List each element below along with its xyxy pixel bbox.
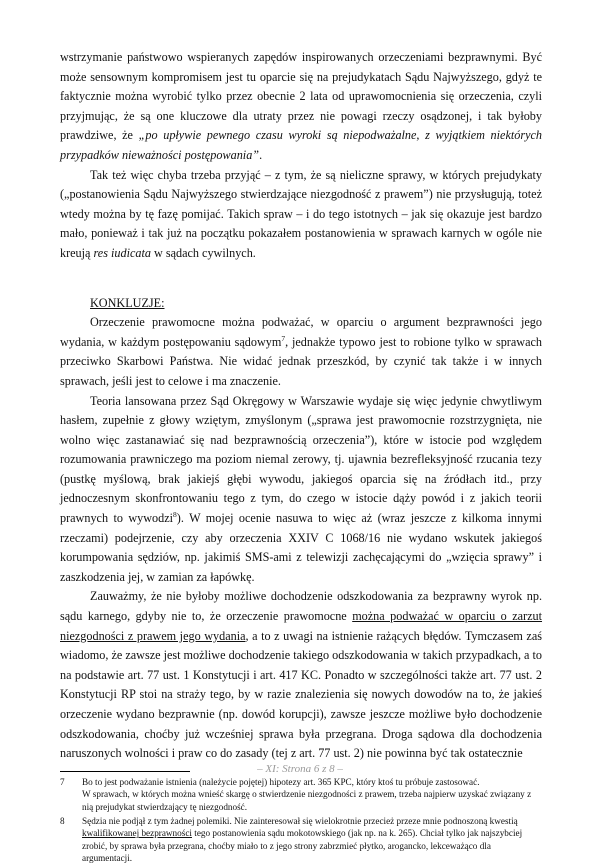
res-iudicata-italic: res iudicata xyxy=(93,245,151,260)
paragraph-conclusion-2: Teoria lansowana przez Sąd Okręgowy w Warszawie wydaje się więc jedynie chwytliwym hasłem, zupełnie z głowy wziętym, zmyślonym („sprawa jest prawomocnie rozstrzygnięta, nie wolno więc zastanawiać się nad bezprawnością orzeczenia”), które w istocie pod względem rozumowania prawniczego ma poziom niemal zerowy, tj. ujawnia bezrefleksyjność rzucania tezy (pustkę myślową, brak jakiejś głębi wywodu, jakiegoś oparcia się na źródłach itd., przy jednoczesnym skonfrontowaniu tego z tym, do czego w istocie dąży powód i z jakich teorii prawnych to wywodzi$^8$). W mojej ocenie nasuwa to więc aż (wraz jeszcze z kilkoma innymi rzeczami) podejrzenie, czy aby orzeczenia XXIV C 1068/16 nie wydano wskutek jakiegoś korumpowania sędziów, np. jakimiś SMS-ami z telewizji zachęcającymi do „wzięcia sprawy” i zaszkodzenia jej, w zamian za łapówkę. xyxy=(60,393,542,584)
section-heading-konkluzje: KONKLUZJE: xyxy=(90,295,165,310)
footnote-ref-7[interactable]: 7 xyxy=(281,333,286,343)
page-footer: – XI: Strona 6 z 8 – xyxy=(257,763,343,775)
paragraph-top: wstrzymanie państwowo wspieranych zapędów inspirowanych orzeczeniami bezprawnymi. Być może sensownym kompromisem jest tu oparcie się na prejudykatach Sądu Najwyższego, gdyż te faktycznie można wyrobić tylko przez obecnie 2 lata od uprawomocnienia się orzeczenia, czyli przyjmując, że są one kluczowe dla utraty przez nie powagi rzeczy osądzonej, i tak byłoby prawdziwe, że „po upływie pewnego czasu wyroki są niepodważalne, z wyjątkiem niektórych przypadków nieważności postępowania”. xyxy=(60,50,542,162)
paragraph-prejudykaty: Tak też więc chyba trzeba przyjąć – z tym, że są nieliczne sprawy, w których prejudykaty („postanowienia Sądu Najwyższego stwierdzające niezgodność z prawem”) nie przysługują, toteż wtedy można by tę fazę pomijać. Takich spraw – i do tego istotnych – jak się okazuje jest bardzo mało, ponieważ i tak już na początku pokazałem postanowienia w sprawach karnych w ogóle nie kreują res iudicata w sądach cywilnych. xyxy=(60,167,542,260)
document-page xyxy=(60,48,542,867)
underlined-phrase: można podważać w oparciu o zarzut niezgodności z prawem jego wydania xyxy=(60,609,543,643)
footnote-number: 7 xyxy=(60,776,65,787)
footnote-7-line-2: W sprawach, w których można wnieść skargę o stwierdzenie niezgodności z prawem, trzeba najpierw uzyskać związany z nią prejudykat stwierdzający tę niezgodność. xyxy=(82,789,532,812)
footnote-ref-8[interactable]: 8 xyxy=(173,510,177,519)
paragraph-conclusion-1: Orzeczenie prawomocne można podważać, w oparciu o argument bezprawności jego wydania, w każdym postępowaniu sądowym$^7$, jednakże typowo jest to robione tylko w sprawach przeciwko Skarbowi Państwa. Nie widać jednak przeszkód, by czynić tak także i w innych sprawach, jeśli jest to celowe i ma znaczenie. xyxy=(60,315,542,388)
footnote-number: 8 xyxy=(60,816,65,826)
footnote-8: 8 Sędzia nie podjął z tym żadnej polemiki. Nie zainteresował się wielokrotnie przecież przeze mnie podnoszoną kwestią kwalifikowanej bezprawności tego postanowienia sądu mokotowskiego (jak np. na k. 265). Chciał tylko jak najszybciej zrobić, by sprawa była przegrana, choćby miało to z jego strony zabrzmieć płytko, arogancko, lekceważąco dla argumentacji. xyxy=(60,816,523,864)
footnote-7 xyxy=(60,776,542,813)
quote-italic: „po upływie pewnego czasu wyroki są niepodważalne, z wyjątkiem niektórych przypadków nieważności postępowania” xyxy=(60,128,542,162)
paragraph-conclusion-3: Zauważmy, że nie byłoby możliwe dochodzenie odszkodowania za bezprawny wyrok np. sądu karnego, gdyby nie to, że orzeczenie prawomocne można podważać w oparciu o zarzut niezgodności z prawem jego wydania, a to z uwagi na istnienie rażących błędów. Tymczasem zaś wiadomo, że zawsze jest możliwe dochodzenie takiego odszkodowania w takich przypadkach, a to na podstawie art. 77 ust. 1 Konstytucji i art. 417 KC. Ponadto w szczególności także art. 77 ust. 2 Konstytucji RP stoi na straży tego, by w razie znalezienia się nowych dowodów na to, że jakieś orzeczenie wydano bezprawnie (np. dowód korupcji), zawsze jeszcze możliwe było dochodzenie odszkodowania, choćby już wcześniej sprawa była przegrana. Droga sądowa dla dochodzenia naruszonych wolności i praw co do zasady (tej z art. 77 ust. 2) nie powinna być tak ostatecznie xyxy=(60,589,543,761)
footnote-7-line-1: Bo to jest podważanie istnienia (należycie pojętej) hipotezy art. 365 KPC, który ktoś tu próbuje zastosować. xyxy=(82,776,480,787)
footnote-underlined-phrase: kwalifikowanej bezprawności xyxy=(82,828,192,839)
